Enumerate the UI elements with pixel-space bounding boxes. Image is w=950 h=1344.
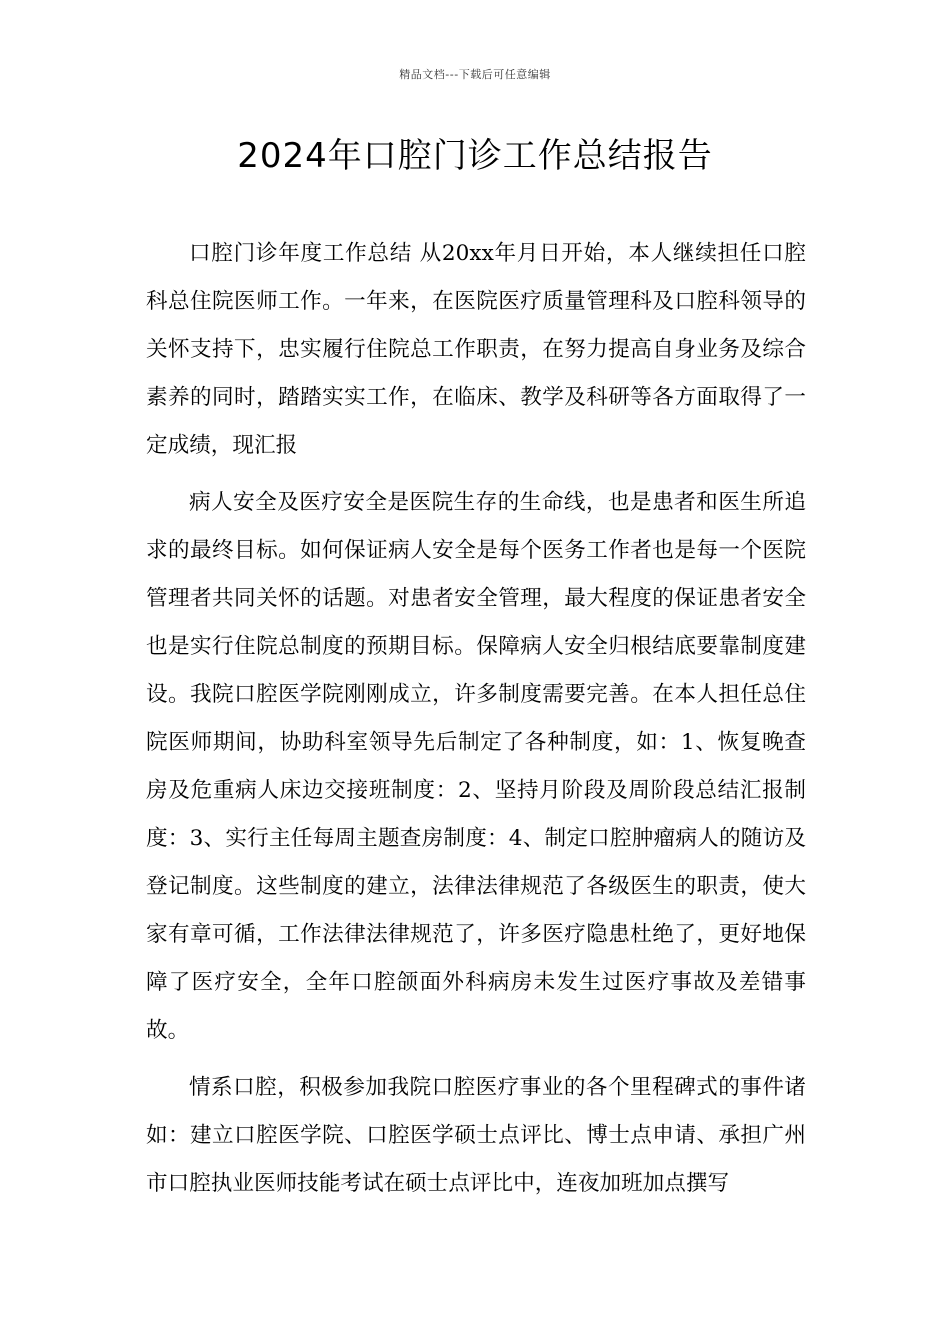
- document-title: 2024年口腔门诊工作总结报告: [237, 136, 713, 176]
- paragraph-1: 口腔门诊年度工作总结 从20xx年月日开始，本人继续担任口腔科总住院医师工作。一年来，在医院医疗质量管理科及口腔科领导的关怀支持下，忠实履行住院总工作职责，在努力提高自身业务及综合素养的同时，踏踏实实工作，在临床、教学及科研等各方面取得了一定成绩，现汇报: [146, 241, 806, 458]
- header-note: 精品文档---下载后可任意编辑: [399, 68, 551, 81]
- paragraph-3: 情系口腔，积极参加我院口腔医疗事业的各个里程碑式的事件诸如：建立口腔医学院、口腔医学硕士点评比、博士点申请、承担广州市口腔执业医师技能考试在硕士点评比中，连夜加班加点撰写: [146, 1075, 806, 1196]
- paragraph-2: 病人安全及医疗安全是医院生存的生命线，也是患者和医生所追求的最终目标。如何保证病人安全是每个医务工作者也是每一个医院管理者共同关怀的话题。对患者安全管理，最大程度的保证患者安全也是实行住院总制度的预期目标。保障病人安全归根结底要靠制度建设。我院口腔医学院刚刚成立，许多制度需要完善。在本人担任总住院医师期间，协助科室领导先后制定了各种制度，如：1、恢复晚查房及危重病人床边交接班制度：2、坚持月阶段及周阶段总结汇报制度：3、实行主任每周主题查房制度：4、制定口腔肿瘤病人的随访及登记制度。这些制度的建立，法律法律规范了各级医生的职责，使大家有章可循，工作法律法律规范了，许多医疗隐患杜绝了，更好地保障了医疗安全，全年口腔颌面外科病房未发生过医疗事故及差错事故。: [146, 490, 806, 1043]
- document-body: [146, 230, 806, 1208]
